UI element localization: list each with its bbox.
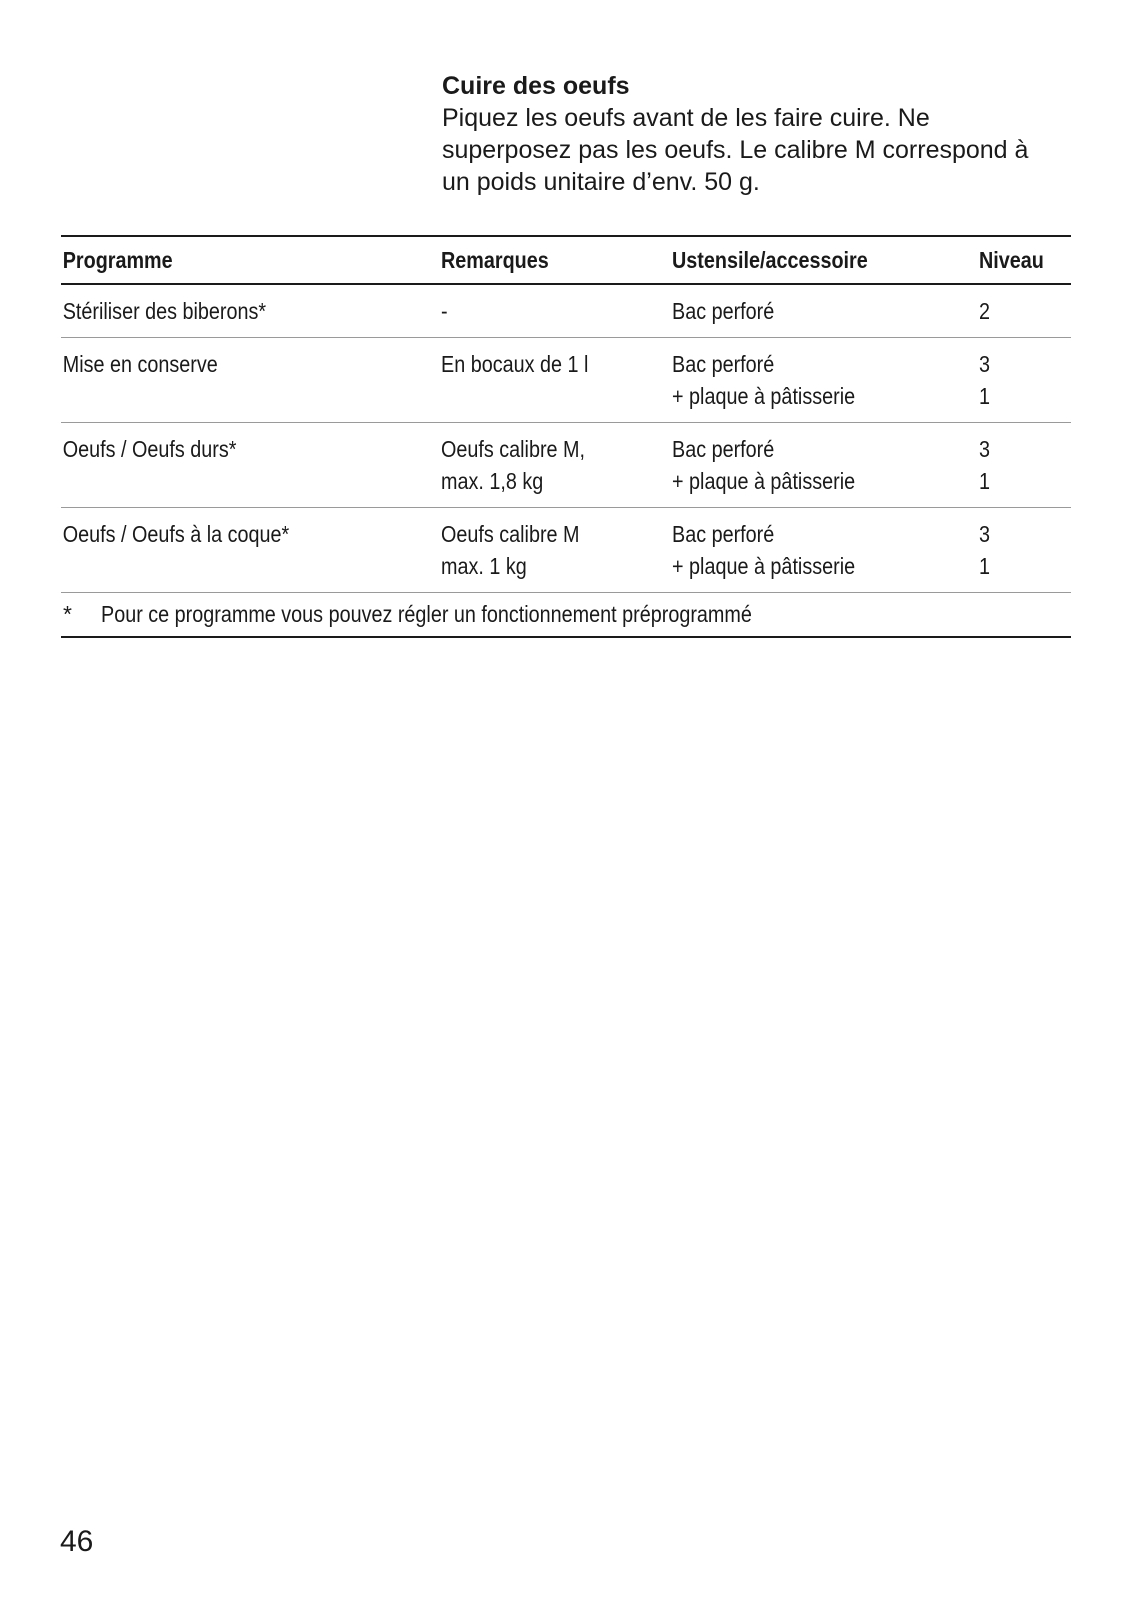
cell-ustensile-line: + plaque à pâtisserie [672,468,856,494]
page-number: 46 [60,1525,94,1558]
table-footnote [61,593,1071,636]
table-body [61,285,1071,593]
cell-remarques [441,518,640,582]
section-line: un poids unitaire d’env. 50 g. [442,168,760,196]
cell-niveau-line: 1 [979,553,991,579]
cell-niveau [979,348,1056,412]
table-row [61,338,1071,423]
cell-programme-line: Stériliser des biberons* [62,298,267,324]
cell-niveau [979,295,1056,327]
table-row [61,508,1071,593]
cell-niveau-line: 3 [979,351,991,377]
cell-programme [61,348,388,412]
cell-niveau-line: 3 [979,521,991,547]
section-body [442,102,1082,198]
cell-niveau [979,433,1056,497]
cell-programme [61,518,388,582]
cell-ustensile-line: Bac perforé [672,521,775,547]
cell-ustensile [672,295,936,327]
cell-remarques-line: En bocaux de 1 l [441,351,589,377]
cell-remarques-line: Oeufs calibre M [441,521,580,547]
section-line: superposez pas les oeufs. Le calibre M correspond à [442,136,1029,164]
cell-ustensile [672,348,936,412]
cell-remarques-line: - [441,298,448,324]
header-programme: Programme [62,247,173,273]
cell-remarques-line: max. 1 kg [441,553,527,579]
cell-niveau-line: 2 [979,298,991,324]
table-row [61,285,1071,338]
cell-remarques [441,348,640,412]
cell-niveau-line: 3 [979,436,991,462]
header-remarques: Remarques [441,247,549,273]
cell-ustensile [672,433,936,497]
footnote-marker: * [63,601,72,627]
cell-niveau [979,518,1056,582]
section-title: Cuire des oeufs [442,72,630,100]
cell-programme [61,295,388,327]
cell-ustensile-line: + plaque à pâtisserie [672,383,856,409]
cell-programme [61,433,388,497]
cell-ustensile-line: + plaque à pâtisserie [672,553,856,579]
cell-ustensile [672,518,936,582]
cell-programme-line: Oeufs / Oeufs à la coque* [62,521,290,547]
header-niveau: Niveau [979,247,1044,273]
cell-remarques-line: max. 1,8 kg [441,468,544,494]
cell-remarques-line: Oeufs calibre M, [441,436,586,462]
cell-programme-line: Mise en conserve [62,351,218,377]
cell-ustensile-line: Bac perforé [672,351,775,377]
table-row [61,423,1071,508]
cell-remarques [441,295,640,327]
header-ustensile: Ustensile/accessoire [672,247,868,273]
cell-ustensile-line: Bac perforé [672,436,775,462]
footnote-text: Pour ce programme vous pouvez régler un fonctionnement préprogrammé [101,601,752,627]
section-line: Piquez les oeufs avant de les faire cuire. Ne [442,104,930,132]
cell-programme-line: Oeufs / Oeufs durs* [62,436,237,462]
table-header-row [61,237,1071,285]
cell-remarques [441,433,640,497]
cell-ustensile-line: Bac perforé [672,298,775,324]
cell-niveau-line: 1 [979,383,991,409]
programme-table [61,235,1071,638]
intro-section [442,70,1082,198]
cell-niveau-line: 1 [979,468,991,494]
